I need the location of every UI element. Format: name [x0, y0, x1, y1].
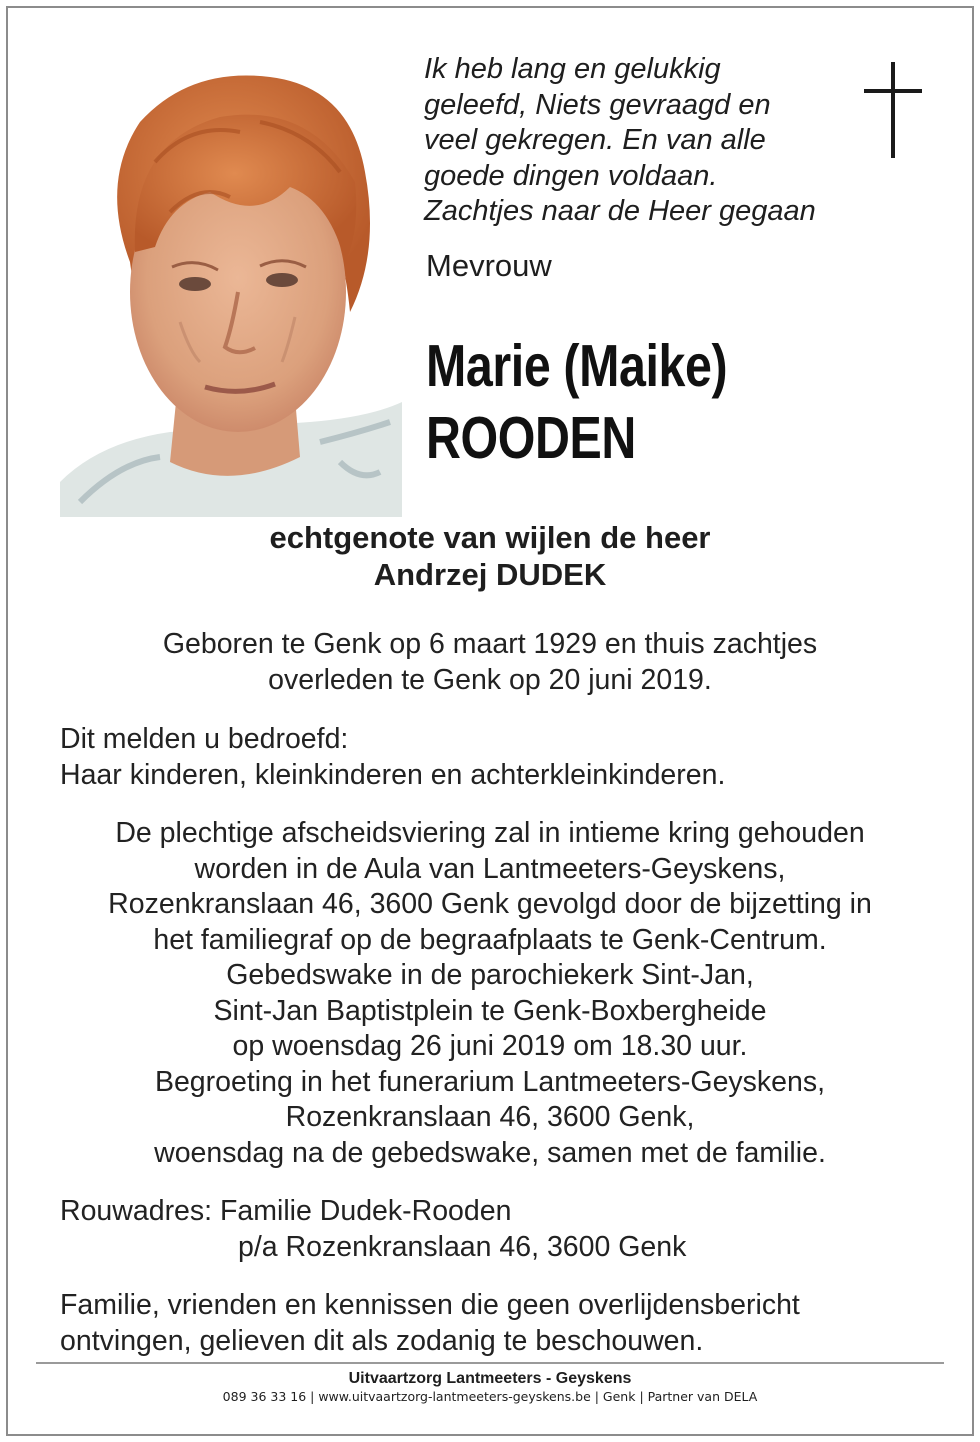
address-line: p/a Rozenkranslaan 46, 3600 Genk	[238, 1230, 687, 1263]
notice-text	[60, 1288, 940, 1359]
text-line: overleden te Genk op 20 juni 2019.	[268, 663, 712, 696]
text-line: Dit melden u bedroefd:	[60, 723, 349, 755]
text-line: Geboren te Genk op 6 maart 1929 en thuis zachtjes	[162, 628, 818, 660]
footer-divider	[36, 1362, 944, 1364]
funeral-company-name: Uitvaartzorg Lantmeeters - Geyskens	[348, 1370, 632, 1387]
latin-cross-icon	[864, 62, 922, 158]
text-line: op woensdag 26 juni 2019 om 18.30 uur.	[232, 1030, 748, 1062]
text-line: woensdag na de gebedswake, samen met de familie.	[154, 1136, 826, 1169]
portrait-photo	[60, 62, 402, 517]
salutation: Mevrouw	[426, 248, 552, 283]
spouse-info	[0, 519, 980, 593]
text-line: het familiegraf op de begraafplaats te Genk-Centrum.	[153, 923, 827, 956]
text-line: Haar kinderen, kleinkinderen en achterkleinkinderen.	[60, 758, 726, 791]
spouse-line: echtgenote van wijlen de heer	[269, 520, 711, 555]
memorial-quote	[424, 52, 864, 230]
text-line: Rozenkranslaan 46, 3600 Genk,	[285, 1101, 695, 1133]
quote-line: goede dingen voldaan.	[424, 159, 718, 192]
deceased-name	[426, 330, 727, 474]
ceremony-details	[0, 816, 980, 1171]
text-line: Sint-Jan Baptistplein te Genk-Boxbergheide	[213, 994, 767, 1027]
deceased-last-name: ROODEN	[426, 405, 636, 471]
portrait-illustration	[60, 62, 402, 517]
text-line: Gebedswake in de parochiekerk Sint-Jan,	[226, 959, 754, 991]
quote-line: veel gekregen. En van alle	[424, 124, 766, 156]
deceased-first-name: Marie (Maike)	[426, 333, 728, 399]
quote-line: Zachtjes naar de Heer gegaan	[424, 195, 816, 227]
text-line: Rozenkranslaan 46, 3600 Genk gevolgd door de bijzetting in	[108, 888, 872, 920]
mourning-address	[60, 1194, 940, 1265]
text-line: Familie, vrienden en kennissen die geen overlijdensbericht	[60, 1289, 800, 1321]
text-line: Begroeting in het funerarium Lantmeeters-Geyskens,	[154, 1065, 826, 1098]
address-label-line: Rouwadres: Familie Dudek-Rooden	[60, 1195, 512, 1227]
birth-death-info	[0, 627, 980, 698]
funeral-company-contact: 089 36 33 16 | www.uitvaartzorg-lantmeeters-geyskens.be | Genk | Partner van DELA	[222, 1389, 758, 1404]
quote-line: geleefd, Niets gevraagd en	[424, 88, 771, 121]
text-line: ontvingen, gelieven dit als zodanig te beschouwen.	[60, 1324, 704, 1357]
text-line: worden in de Aula van Lantmeeters-Geyskens,	[194, 852, 786, 885]
quote-line: Ik heb lang en gelukkig	[424, 53, 721, 85]
announcement	[60, 722, 940, 793]
text-line: De plechtige afscheidsviering zal in intieme kring gehouden	[115, 817, 865, 849]
spouse-name: Andrzej DUDEK	[373, 557, 607, 592]
